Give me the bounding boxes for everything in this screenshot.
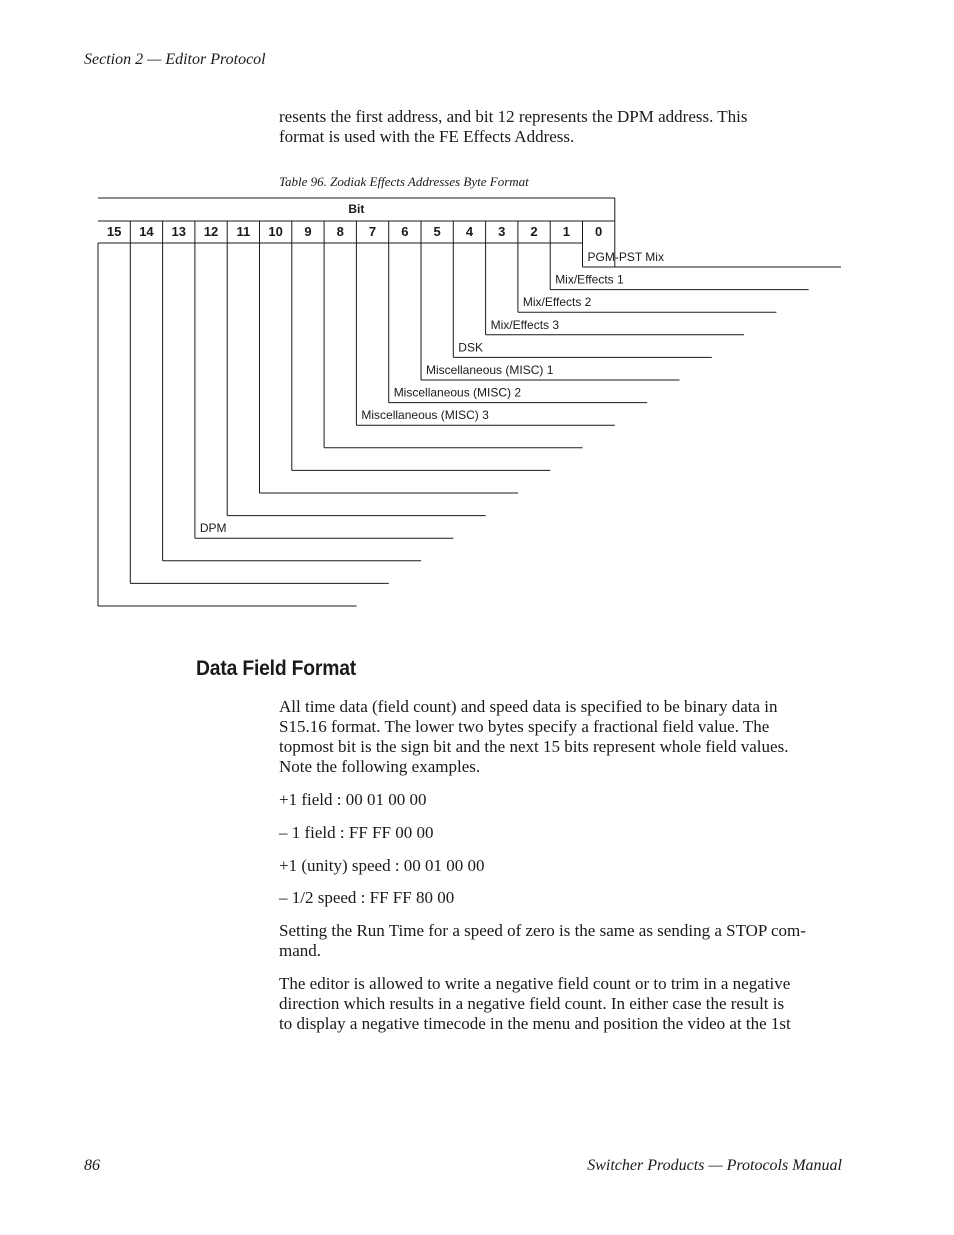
text-line: direction which results in a negative field count. In either case the result is xyxy=(279,994,785,1013)
bit-number-9: 9 xyxy=(304,224,312,239)
bit-1-label: Mix/Effects 1 xyxy=(555,272,624,287)
section-paragraph-3 xyxy=(279,974,844,1034)
example-line: – 1/2 speed : FF FF 80 00 xyxy=(279,888,455,907)
section-heading: Data Field Format xyxy=(196,657,357,680)
bit-number-4: 4 xyxy=(465,224,474,239)
section-paragraph-2 xyxy=(279,921,844,961)
page-number: 86 xyxy=(84,1157,100,1174)
text-line: resents the first address, and bit 12 represents the DPM address. This xyxy=(279,107,748,126)
bit-number-11: 11 xyxy=(236,224,251,239)
bit-3-label: Mix/Effects 3 xyxy=(490,317,560,332)
bit-number-15: 15 xyxy=(106,224,122,239)
text-line: format is used with the FE Effects Address. xyxy=(279,127,575,146)
example-line: +1 field : 00 01 00 00 xyxy=(279,790,427,809)
manual-title: Switcher Products — Protocols Manual xyxy=(587,1157,842,1174)
bit-number-2: 2 xyxy=(530,224,538,239)
running-head: Section 2 — Editor Protocol xyxy=(84,51,266,68)
text-line: to display a negative timecode in the menu and position the video at the 1st xyxy=(279,1014,791,1033)
bit-4-label: DSK xyxy=(458,340,483,355)
text-line: All time data (field count) and speed data is specified to be binary data in xyxy=(279,697,778,716)
section-paragraph-1 xyxy=(279,697,844,777)
bit-12-label: DPM xyxy=(199,521,227,536)
bit-header-label: Bit xyxy=(348,202,365,216)
bit-2-label: Mix/Effects 2 xyxy=(522,295,592,310)
bit-number-5: 5 xyxy=(433,224,441,239)
text-line: Note the following examples. xyxy=(279,757,481,776)
bit-number-7: 7 xyxy=(368,224,377,239)
bit-number-1: 1 xyxy=(562,224,570,239)
text-line: S15.16 format. The lower two bytes specify a fractional field value. The xyxy=(279,717,770,736)
bit-number-8: 8 xyxy=(336,224,344,239)
example-line: +1 (unity) speed : 00 01 00 00 xyxy=(279,856,485,875)
diagram-text xyxy=(107,202,664,535)
bit-number-0: 0 xyxy=(595,224,603,239)
bit-number-13: 13 xyxy=(171,224,186,239)
bit-number-12: 12 xyxy=(203,224,219,239)
bit-number-6: 6 xyxy=(401,224,409,239)
diagram-lines xyxy=(98,198,841,606)
table-caption: Table 96. Zodiak Effects Addresses Byte Format xyxy=(279,174,529,189)
bit-0-label: PGM-PST Mix xyxy=(587,250,664,264)
bit-number-3: 3 xyxy=(498,224,506,239)
bit-number-10: 10 xyxy=(268,224,283,239)
bit-6-label: Miscellaneous (MISC) 2 xyxy=(393,385,522,400)
text-line: Setting the Run Time for a speed of zero is the same as sending a STOP com- xyxy=(279,921,806,940)
text-line: The editor is allowed to write a negative field count or to trim in a negative xyxy=(279,974,791,993)
bit-7-label: Miscellaneous (MISC) 3 xyxy=(361,408,489,423)
text-line: mand. xyxy=(279,941,322,960)
bit-number-14: 14 xyxy=(139,224,154,239)
text-line: topmost bit is the sign bit and the next 15 bits represent whole field values. xyxy=(279,737,789,756)
bit-5-label: Miscellaneous (MISC) 1 xyxy=(426,363,554,377)
example-line: – 1 field : FF FF 00 00 xyxy=(279,823,434,842)
